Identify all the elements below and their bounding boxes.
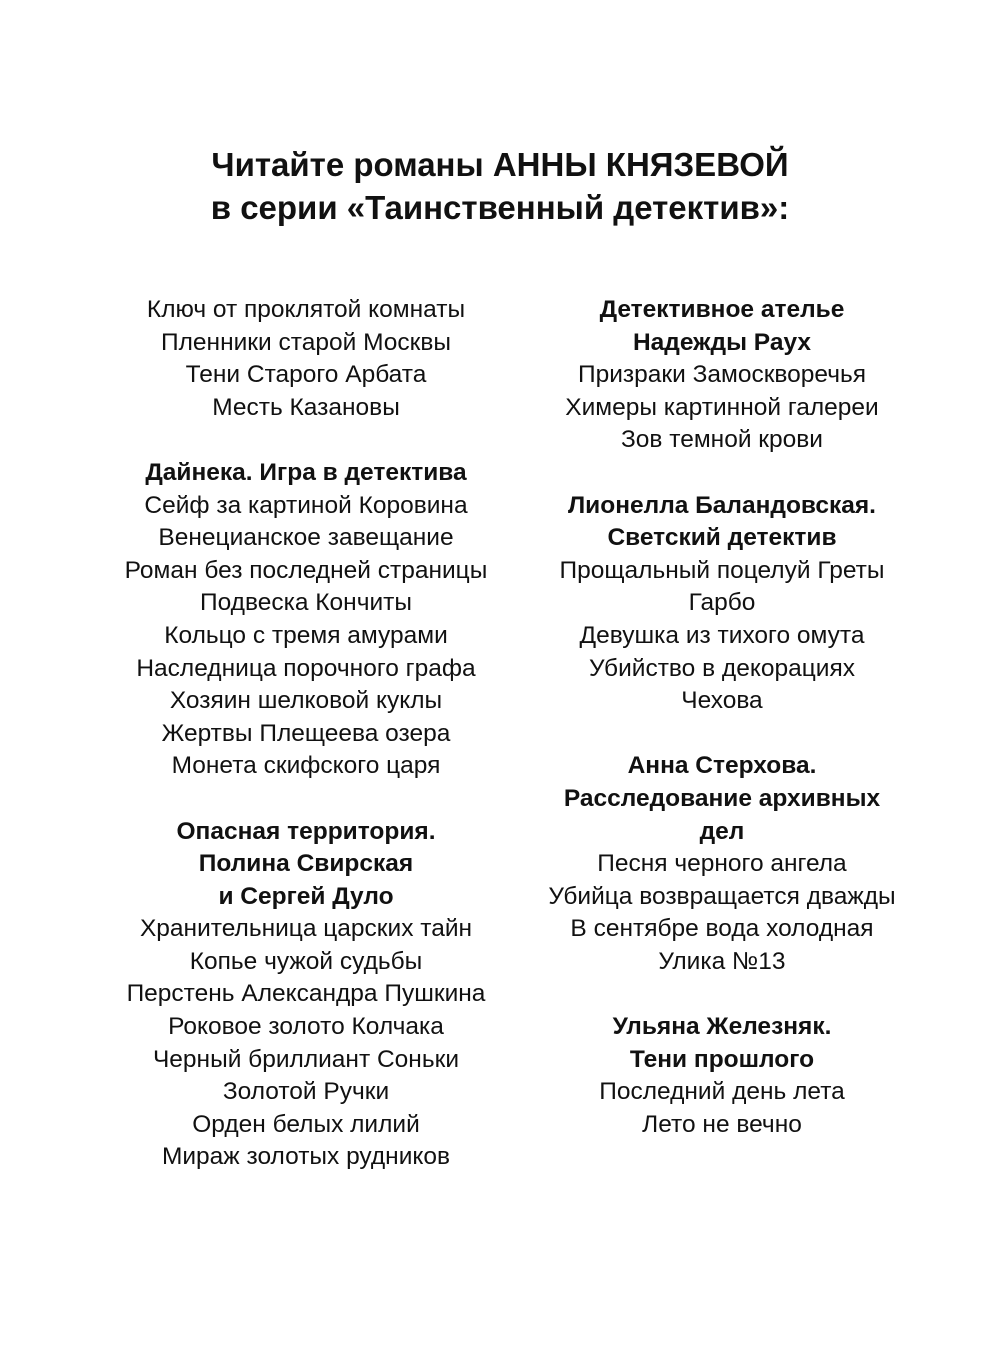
book-title: Мираж золотых рудников xyxy=(161,1143,451,1171)
book-title: Улика №13 xyxy=(658,947,786,975)
book-title: Монета скифского царя xyxy=(171,752,441,780)
book-title: Тени Старого Арбата xyxy=(185,361,427,389)
series-ulyana-zheleznyak xyxy=(522,1011,922,1141)
book-title: В сентябре вода холодная xyxy=(570,915,874,943)
series-anna-sterkhova xyxy=(522,750,922,978)
book-title: Подвеска Кончиты xyxy=(199,589,412,617)
book-title: Пленники старой Москвы xyxy=(161,328,451,356)
book-title: Лето не вечно xyxy=(642,1110,802,1138)
book-title: Черный бриллиант Соньки xyxy=(152,1045,460,1073)
heading-line-2: в серии «Таинственный детектив»: xyxy=(210,189,790,226)
series-title: Детективное ателье xyxy=(599,296,845,323)
book-title: Роман без последней страницы xyxy=(124,556,488,584)
book-title: Перстень Александра Пушкина xyxy=(126,980,486,1008)
book-title: Химеры картинной галереи xyxy=(565,393,879,421)
right-column xyxy=(522,294,922,1174)
series-title: Опасная территория. xyxy=(176,817,436,845)
book-title: Хозяин шелковой куклы xyxy=(169,687,443,715)
book-title: Сейф за картиной Коровина xyxy=(144,491,468,519)
book-title: Ключ от проклятой комнаты xyxy=(146,296,466,323)
book-title: Копье чужой судьбы xyxy=(189,947,423,975)
series-daineka xyxy=(106,457,506,783)
book-title: Последний день лета xyxy=(599,1078,845,1106)
book-title: Наследница порочного графа xyxy=(136,654,476,682)
book-title: Чехова xyxy=(681,687,763,715)
book-title: Девушка из тихого омута xyxy=(579,621,865,649)
series-title: Лионелла Баландовская. xyxy=(567,491,876,519)
series-lionella xyxy=(522,490,922,718)
book-title: Песня черного ангела xyxy=(597,850,847,878)
book-title: Хранительница царских тайн xyxy=(139,915,473,943)
series-dangerous-territory xyxy=(106,816,506,1175)
book-title: Роковое золото Колчака xyxy=(168,1013,444,1041)
book-title: Месть Казановы xyxy=(212,393,400,421)
series-title: Анна Стерхова. xyxy=(627,752,817,780)
series-title: Полина Свирская xyxy=(198,850,414,878)
book-title: Зов темной крови xyxy=(621,426,823,454)
series-title: Надежды Раух xyxy=(632,328,812,356)
series-title: Расследование архивных xyxy=(563,784,881,812)
series-title: Дайнека. Игра в детектива xyxy=(145,458,467,486)
series-nadezhda-raukh xyxy=(522,294,922,457)
book-title: Прощальный поцелуй Греты xyxy=(559,556,885,584)
book-title: Убийца возвращается дважды xyxy=(548,882,896,910)
book-title: Венецианское завещание xyxy=(158,524,454,552)
series-title: и Сергей Дуло xyxy=(218,882,394,910)
book-title: Орден белых лилий xyxy=(192,1110,420,1138)
book-title: Гарбо xyxy=(688,589,756,617)
book-title: Золотой Ручки xyxy=(222,1078,390,1106)
series-title: Светский детектив xyxy=(607,524,837,552)
book-title: Призраки Замоскворечья xyxy=(577,361,867,389)
series-untitled xyxy=(106,294,506,424)
book-title: Убийство в декорациях xyxy=(589,654,855,682)
book-title: Кольцо с тремя амурами xyxy=(164,621,448,649)
page-heading xyxy=(0,143,1000,229)
series-title: Тени прошлого xyxy=(629,1045,815,1073)
left-column xyxy=(106,294,506,1207)
book-title: Жертвы Плещеева озера xyxy=(161,719,451,747)
series-title: дел xyxy=(699,817,745,845)
heading-line-1: Читайте романы АННЫ КНЯЗЕВОЙ xyxy=(211,146,789,183)
series-title: Ульяна Железняк. xyxy=(612,1013,832,1041)
